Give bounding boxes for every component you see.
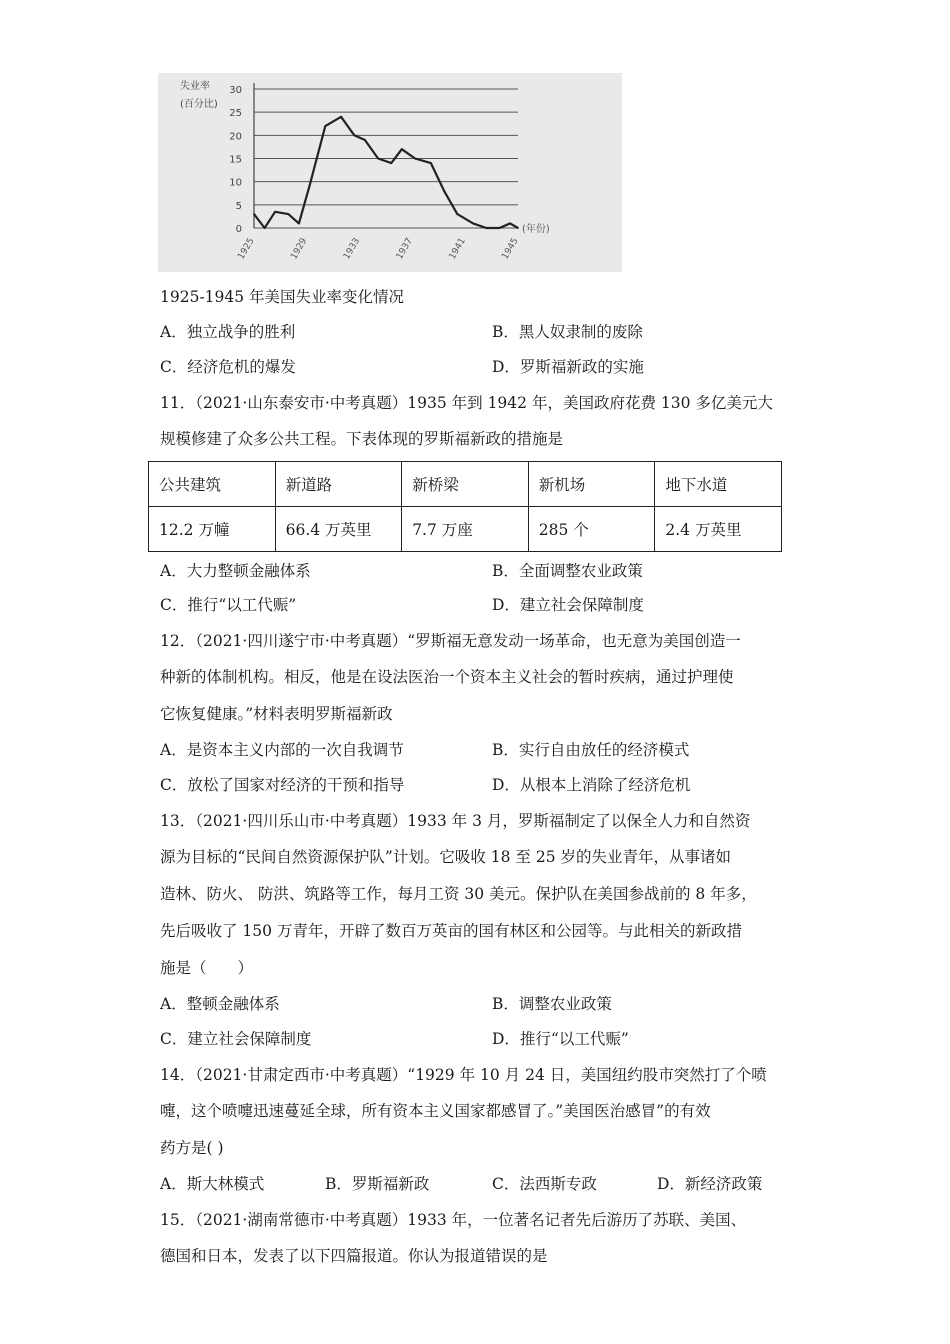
q11-stem-line-2: 规模修建了众多公共工程。下表体现的罗斯福新政的措施是: [160, 430, 564, 448]
unemployment-line-chart-svg: [158, 73, 622, 272]
q11-stem-line-1: 11．（2021·山东泰安市·中考真题）1935 年到 1942 年，美国政府花费 130 多亿美元大: [160, 394, 773, 412]
y-tick-label: 0: [235, 224, 242, 235]
q14-option-a[interactable]: A．斯大林模式: [160, 1175, 265, 1193]
table-cell: 285 个: [528, 507, 655, 552]
data-point: [353, 134, 355, 136]
q13-stem-line-2: 源为目标的“民间自然资源保护队”计划。它吸收 18 至 25 岁的失业青年，从事诸如: [160, 848, 732, 866]
x-tick-label: 1929: [289, 236, 310, 262]
data-point: [456, 213, 458, 215]
data-point: [443, 190, 445, 192]
data-point: [253, 213, 255, 215]
x-tick-label: 1945: [500, 236, 521, 262]
y-tick-label: 5: [235, 200, 242, 212]
q10-option-b[interactable]: B．黑人奴隶制的废除: [492, 323, 643, 341]
data-point: [298, 222, 300, 224]
data-point: [517, 227, 519, 229]
data-point: [390, 162, 392, 164]
x-tick-label: 1925: [236, 236, 257, 262]
table-cell: 66.4 万英里: [275, 507, 402, 552]
data-point: [414, 158, 416, 160]
q12-option-d[interactable]: D．从根本上消除了经济危机: [492, 776, 691, 794]
data-point: [364, 139, 366, 141]
table-cell: 12.2 万幢: [149, 507, 276, 552]
q14-stem-line-1: 14．（2021·甘肃定西市·中考真题）“1929 年 10 月 24 日，美国纽约股市突然打了个喷: [160, 1066, 767, 1084]
q11-option-a[interactable]: A．大力整顿金融体系: [160, 562, 311, 580]
q13-stem-line-4: 先后吸收了 150 万青年，开辟了数百万英亩的国有林区和公园等。与此相关的新政措: [160, 922, 742, 940]
q14-option-b[interactable]: B．罗斯福新政: [325, 1175, 430, 1193]
q12-stem-line-2: 种新的体制机构。相反，他是在设法医治一个资本主义社会的暂时疾病，通过护理使: [160, 668, 734, 686]
data-point: [485, 227, 487, 229]
chart-caption: 1925-1945 年美国失业率变化情况: [160, 288, 405, 306]
q13-stem-line-1: 13．（2021·四川乐山市·中考真题）1933 年 3 月，罗斯福制定了以保全人力和自然资: [160, 812, 751, 830]
q11-option-b[interactable]: B．全面调整农业政策: [492, 562, 643, 580]
data-point: [430, 162, 432, 164]
y-tick-label: 25: [229, 108, 242, 120]
table-header-cell: 公共建筑: [149, 462, 276, 507]
table-row: [149, 507, 782, 552]
q13-option-a[interactable]: A．整顿金融体系: [160, 995, 280, 1013]
q13-option-b[interactable]: B．调整农业政策: [492, 995, 612, 1013]
q15-stem-line-1: 15．（2021·湖南常德市·中考真题）1933 年，一位著名记者先后游历了苏联、美国、: [160, 1211, 747, 1229]
q12-option-b[interactable]: B．实行自由放任的经济模式: [492, 741, 690, 759]
q10-option-a[interactable]: A．独立战争的胜利: [160, 323, 296, 341]
q14-option-d[interactable]: D．新经济政策: [657, 1175, 763, 1193]
q13-stem-line-3: 造林、防火、 防洪、筑路等工作，每月工资 30 美元。保护队在美国参战前的 8 年多，: [160, 885, 757, 903]
q12-option-a[interactable]: A．是资本主义内部的一次自我调节: [160, 741, 404, 759]
table-cell: 2.4 万英里: [655, 507, 782, 552]
x-tick-label: 1941: [447, 236, 468, 262]
q10-option-d[interactable]: D．罗斯福新政的实施: [492, 358, 644, 376]
q13-stem-line-5: 施是（ ）: [160, 959, 254, 977]
x-tick-label: 1937: [394, 236, 415, 262]
table-header-cell: 新道路: [275, 462, 402, 507]
table-header-cell: 新桥梁: [402, 462, 529, 507]
q11-public-works-table: [148, 461, 782, 552]
q10-option-c[interactable]: C．经济危机的爆发: [160, 358, 296, 376]
q14-stem-line-3: 药方是( ): [160, 1139, 224, 1157]
y-tick-label: 30: [229, 85, 242, 96]
y-tick-label: 20: [229, 131, 242, 143]
q12-stem-line-3: 它恢复健康。”材料表明罗斯福新政: [160, 705, 393, 723]
data-point: [340, 116, 342, 118]
x-tick-label: 1933: [342, 236, 363, 262]
data-point: [377, 158, 379, 160]
x-axis-label: (年份): [522, 224, 550, 235]
data-point: [324, 125, 326, 127]
data-point: [287, 213, 289, 215]
data-point: [509, 222, 511, 224]
q15-stem-line-2: 德国和日本，发表了以下四篇报道。你认为报道错误的是: [160, 1247, 548, 1265]
q11-option-c[interactable]: C．推行“以工代赈”: [160, 596, 297, 614]
y-axis-label: (百分比): [180, 99, 218, 110]
data-point: [499, 227, 501, 229]
unemployment-chart: [158, 73, 622, 272]
table-header-cell: 新机场: [528, 462, 655, 507]
data-point: [472, 222, 474, 224]
data-point: [309, 185, 311, 187]
q14-option-c[interactable]: C．法西斯专政: [492, 1175, 597, 1193]
data-point: [274, 211, 276, 213]
unemployment-series-line: [254, 117, 518, 228]
table-header-cell: 地下水道: [655, 462, 782, 507]
table-header-row: [149, 462, 782, 507]
q12-option-c[interactable]: C．放松了国家对经济的干预和指导: [160, 776, 405, 794]
data-point: [401, 148, 403, 150]
y-tick-label: 15: [229, 154, 242, 166]
y-axis-label: 失业率: [180, 81, 210, 92]
data-point: [264, 227, 266, 229]
q13-option-d[interactable]: D．推行“以工代赈”: [492, 1030, 629, 1048]
q14-stem-line-2: 嚏，这个喷嚏迅速蔓延全球，所有资本主义国家都感冒了。”美国医治感冒”的有效: [160, 1102, 711, 1120]
q11-option-d[interactable]: D．建立社会保障制度: [492, 596, 644, 614]
q12-stem-line-1: 12．（2021·四川遂宁市·中考真题）“罗斯福无意发动一场革命，也无意为美国创造一: [160, 632, 741, 650]
table-cell: 7.7 万座: [402, 507, 529, 552]
q13-option-c[interactable]: C．建立社会保障制度: [160, 1030, 312, 1048]
y-tick-label: 10: [229, 177, 242, 189]
